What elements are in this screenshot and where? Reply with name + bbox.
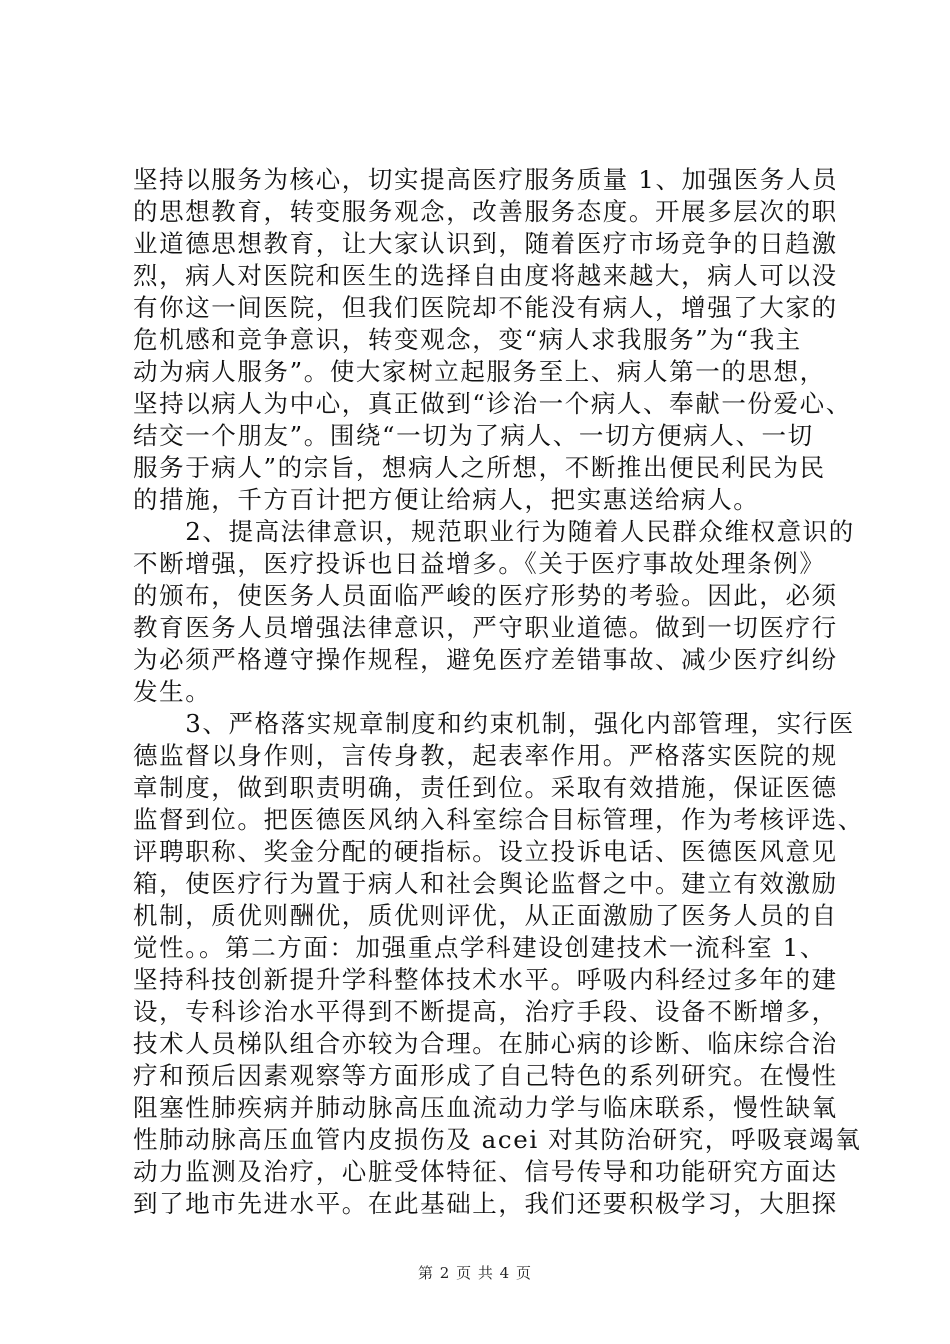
page-footer (0, 1262, 950, 1283)
page-number-label: 第 2 页 共 4 页 (418, 1264, 532, 1282)
text-line: 的颁布，使医务人员面临严峻的医疗形势的考验。因此，必须 (133, 581, 838, 610)
text-line: 德监督以身作则，言传身教，起表率作用。严格落实医院的规 (133, 741, 838, 770)
text-line: 疗和预后因素观察等方面形成了自己特色的系列研究。在慢性 (133, 1061, 838, 1090)
text-line: 评聘职称、奖金分配的硬指标。设立投诉电话、医德医风意见 (133, 837, 838, 866)
text-line: 结交一个朋友”。围绕“一切为了病人、一切方便病人、一切 (133, 421, 814, 450)
text-line: 危机感和竞争意识，转变观念，变“病人求我服务”为“我主 (133, 325, 802, 354)
text-line: 箱，使医疗行为置于病人和社会舆论监督之中。建立有效激励 (133, 869, 838, 898)
text-line: 有你这一间医院，但我们医院却不能没有病人，增强了大家的 (133, 293, 838, 322)
text-line: 的思想教育，转变服务观念，改善服务态度。开展多层次的职 (133, 197, 838, 226)
text-line: 阻塞性肺疾病并肺动脉高压血流动力学与临床联系，慢性缺氧 (133, 1093, 838, 1122)
text-line: 动力监测及治疗，心脏受体特征、信号传导和功能研究方面达 (133, 1157, 838, 1186)
text-line: 发生。 (133, 677, 212, 706)
text-line: 到了地市先进水平。在此基础上，我们还要积极学习，大胆探 (133, 1189, 838, 1218)
body-text (133, 164, 864, 1220)
text-line: 服务于病人”的宗旨，想病人之所想，不断推出便民利民为民 (133, 453, 826, 482)
text-line: 章制度，做到职责明确，责任到位。采取有效措施，保证医德 (133, 773, 838, 802)
text-line: 机制，质优则酬优，质优则评优，从正面激励了医务人员的自 (133, 901, 838, 930)
text-line: 坚持科技创新提升学科整体技术水平。呼吸内科经过多年的建 (133, 965, 838, 994)
text-line: 业道德思想教育，让大家认识到，随着医疗市场竞争的日趋激 (133, 229, 838, 258)
text-line: 技术人员梯队组合亦较为合理。在肺心病的诊断、临床综合治 (133, 1029, 838, 1058)
text-line: 3、严格落实规章制度和约束机制，强化内部管理，实行医 (133, 709, 855, 738)
text-line: 2、提高法律意识，规范职业行为随着人民群众维权意识的 (133, 517, 855, 546)
text-line: 不断增强，医疗投诉也日益增多。《关于医疗事故处理条例》 (133, 549, 826, 578)
text-line: 设，专科诊治水平得到不断提高，治疗手段、设备不断增多， (133, 997, 838, 1026)
text-line: 的措施，千方百计把方便让给病人，把实惠送给病人。 (133, 485, 760, 514)
text-line: 性肺动脉高压血管内皮损伤及 acei 对其防治研究，呼吸衰竭氧 (133, 1125, 862, 1154)
text-line: 烈，病人对医院和医生的选择自由度将越来越大，病人可以没 (133, 261, 838, 290)
text-line: 坚持以服务为核心，切实提高医疗服务质量 1、加强医务人员 (133, 165, 839, 194)
text-line: 觉性。。第二方面：加强重点学科建设创建技术一流科室 1、 (133, 933, 826, 962)
text-line: 坚持以病人为中心，真正做到“诊治一个病人、奉献一份爱心、 (133, 389, 852, 418)
text-line: 为必须严格遵守操作规程，避免医疗差错事故、减少医疗纠纷 (133, 645, 838, 674)
text-line: 动为病人服务”。使大家树立起服务至上、病人第一的思想， (133, 357, 826, 386)
text-line: 教育医务人员增强法律意识，严守职业道德。做到一切医疗行 (133, 613, 838, 642)
text-line: 监督到位。把医德医风纳入科室综合目标管理，作为考核评选、 (133, 805, 864, 834)
